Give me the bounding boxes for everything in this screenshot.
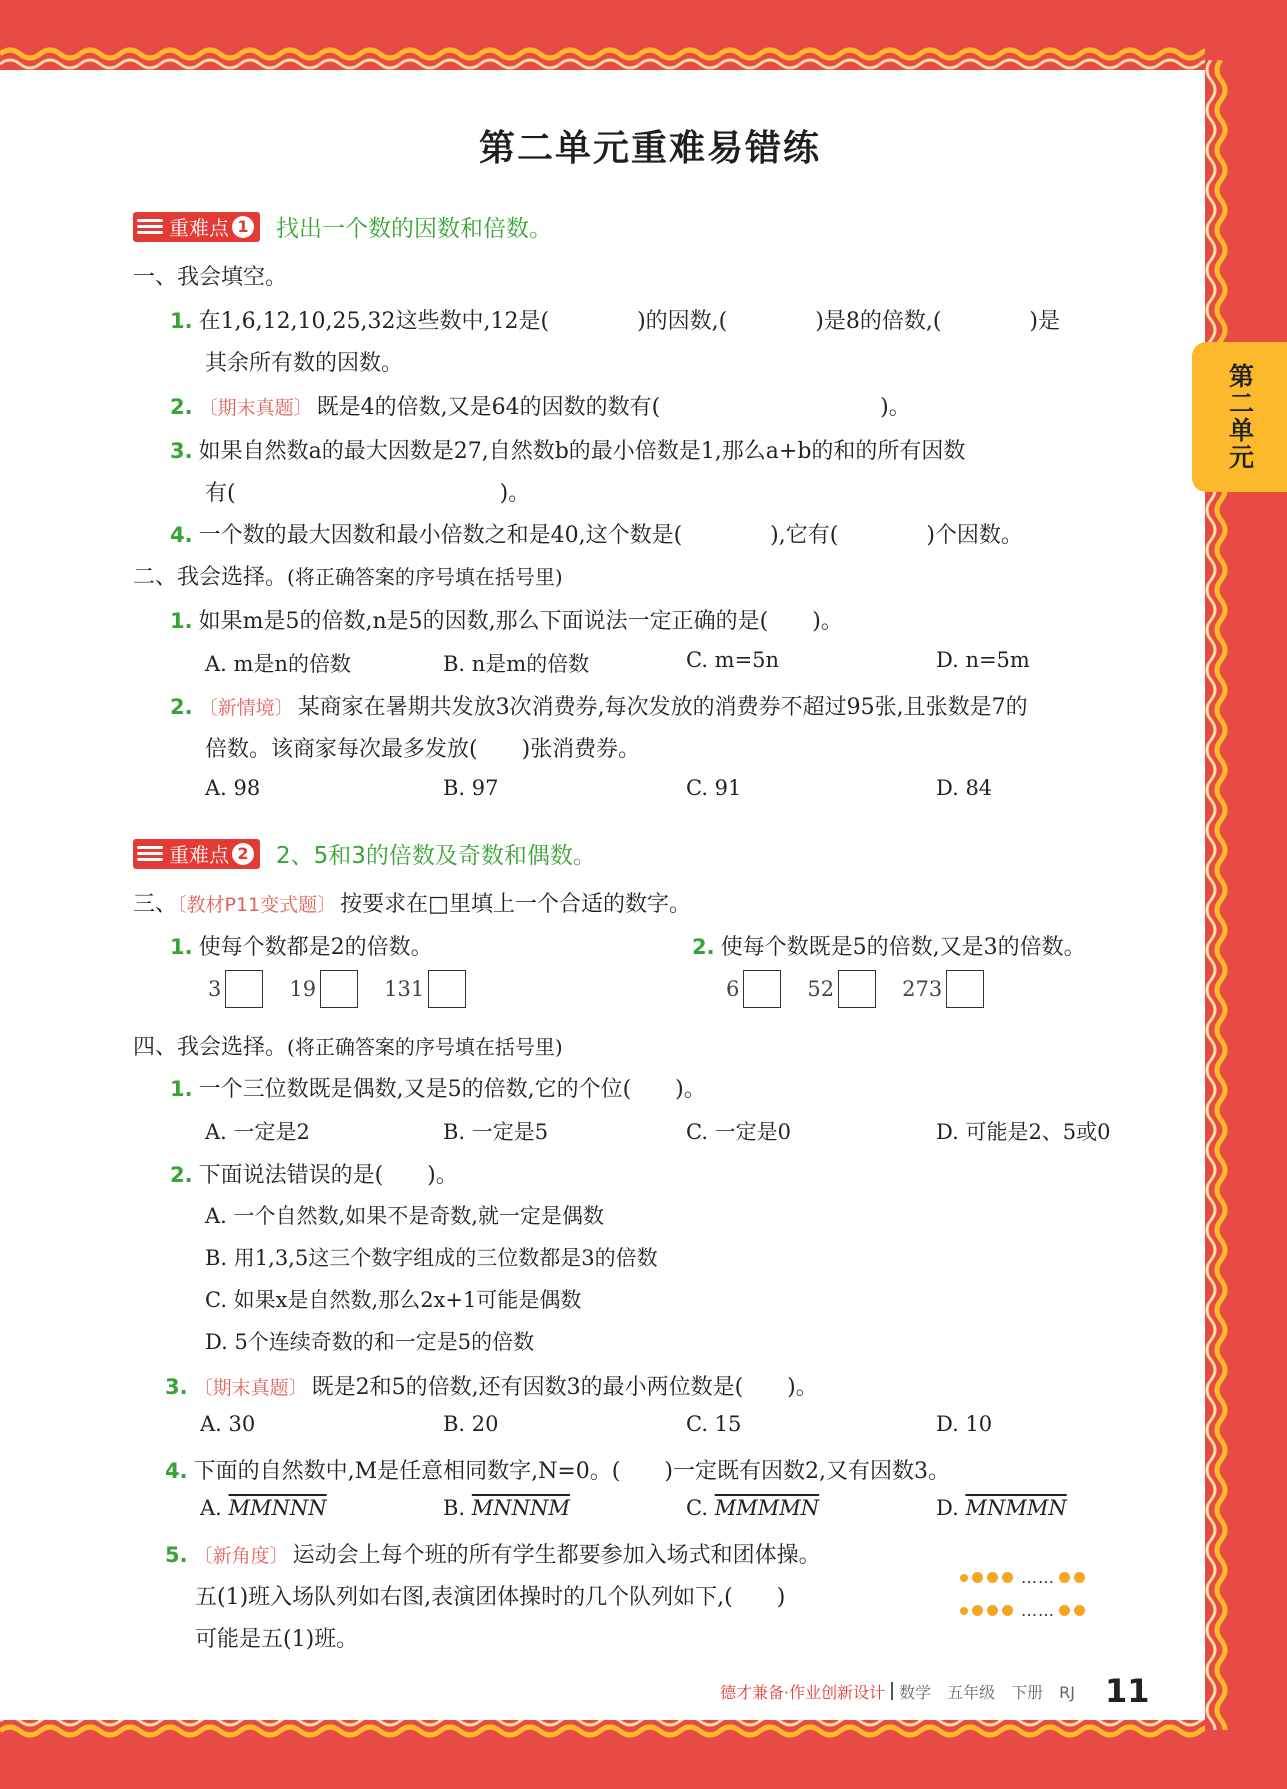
s2-q2-option-a: A. 98 (205, 776, 261, 800)
key-point-badge: 重难点 2 (133, 839, 260, 869)
s2-q1-option-d: D. n=5m (936, 648, 1030, 672)
s4-q3-option-a: A. 30 (200, 1412, 256, 1436)
digit-box[interactable] (320, 970, 358, 1008)
wave-lines-icon (137, 219, 163, 234)
s3-q1-boxes: 3 19 131 (208, 970, 492, 1008)
s2-q1-option-a: A. m是n的倍数 (205, 652, 351, 676)
s1-question-1: 1. 在1,6,12,10,25,32这些数中,12是( )的因数,( )是8的倍数,( )是 (170, 309, 1061, 334)
s4-question-2: 2. 下面说法错误的是( )。 (170, 1163, 458, 1188)
digit-box[interactable] (743, 970, 781, 1008)
section-4-header: 四、我会选择。(将正确答案的序号填在括号里) (133, 1035, 563, 1060)
page-footer (720, 1672, 1149, 1710)
s4-q4-option-d: D. MNMMN (936, 1496, 1067, 1520)
key-point-title: 找出一个数的因数和倍数。 (276, 216, 552, 242)
s2-q1-option-b: B. n是m的倍数 (443, 652, 590, 676)
s4-question-4: 4. 下面的自然数中,M是任意相同数字,N=0。( )一定既有因数2,又有因数3。 (165, 1459, 950, 1484)
page-number: 11 (1104, 1672, 1150, 1710)
page-title: 第二单元重难易错练 (478, 128, 821, 169)
formation-row: …… (960, 1568, 1089, 1587)
formation-row: …… (960, 1601, 1089, 1620)
digit-box[interactable] (225, 970, 263, 1008)
s4-question-5-cont2: 可能是五(1)班。 (195, 1627, 359, 1652)
s4-question-5-cont: 五(1)班入场队列如右图,表演团体操时的几个队列如下,( ) (195, 1585, 786, 1610)
digit-box[interactable] (946, 970, 984, 1008)
digit-box[interactable] (838, 970, 876, 1008)
right-wave-border (1195, 60, 1235, 1730)
s2-question-2-cont: 倍数。该商家每次最多发放( )张消费券。 (205, 737, 641, 762)
s4-q1-option-c: C. 一定是0 (686, 1120, 792, 1144)
s4-q1-option-a: A. 一定是2 (205, 1120, 310, 1144)
unit-side-tab[interactable] (1192, 342, 1287, 492)
key-point-badge: 重难点 1 (133, 212, 260, 242)
key-point-1 (133, 210, 552, 243)
s1-question-3: 3. 如果自然数a的最大因数是27,自然数b的最小倍数是1,那么a+b的和的所有因数 (170, 439, 966, 464)
s4-q2-option-b: B. 用1,3,5这三个数字组成的三位数都是3的倍数 (205, 1246, 658, 1270)
s4-q1-option-d: D. 可能是2、5或0 (936, 1120, 1111, 1144)
s2-q2-option-d: D. 84 (936, 776, 993, 800)
s3-q2-boxes: 6 52 273 (726, 970, 1010, 1008)
s4-q2-option-a: A. 一个自然数,如果不是奇数,就一定是偶数 (205, 1204, 604, 1228)
s4-q3-option-b: B. 20 (443, 1412, 499, 1436)
s2-question-2: 2. 〔新情境〕 某商家在暑期共发放3次消费券,每次发放的消费券不超过95张,且张数是7的 (170, 695, 1028, 720)
side-tab-label: 第二单元 (1225, 363, 1255, 471)
section-2-header: 二、我会选择。(将正确答案的序号填在括号里) (133, 565, 563, 590)
s1-question-4: 4. 一个数的最大因数和最小倍数之和是40,这个数是( ),它有( )个因数。 (170, 523, 1023, 548)
s4-question-1: 1. 一个三位数既是偶数,又是5的倍数,它的个位( )。 (170, 1077, 706, 1102)
footer-brand: 德才兼备·作业创新设计 (720, 1682, 886, 1702)
s4-question-5: 5. 〔新角度〕 运动会上每个班的所有学生都要参加入场式和团体操。 (165, 1543, 821, 1568)
key-point-2 (133, 837, 596, 870)
s4-q2-option-c: C. 如果x是自然数,那么2x+1可能是偶数 (205, 1288, 582, 1312)
s4-question-3: 3. 〔期末真题〕 既是2和5的倍数,还有因数3的最小两位数是( )。 (165, 1375, 818, 1400)
s2-q1-option-c: C. m=5n (686, 648, 780, 672)
s1-question-2: 2. 〔期末真题〕 既是4的倍数,又是64的因数的数有( )。 (170, 395, 911, 420)
footer-info: 数学 五年级 下册 RJ (899, 1682, 1075, 1702)
s3-question-2: 2. 使每个数既是5的倍数,又是3的倍数。 (692, 935, 1086, 960)
key-point-title: 2、5和3的倍数及奇数和偶数。 (276, 843, 596, 869)
s4-q2-option-d: D. 5个连续奇数的和一定是5的倍数 (205, 1330, 535, 1354)
section-3-header: 三、〔教材P11变式题〕 按要求在□里填上一个合适的数字。 (133, 892, 691, 917)
s2-question-1: 1. 如果m是5的倍数,n是5的因数,那么下面说法一定正确的是( )。 (170, 609, 843, 634)
s3-question-1: 1. 使每个数都是2的倍数。 (170, 935, 433, 960)
section-1-header: 一、我会填空。 (133, 265, 288, 290)
formation-figure (960, 1568, 1089, 1620)
s4-q3-option-c: C. 15 (686, 1412, 742, 1436)
s2-q2-option-c: C. 91 (686, 776, 742, 800)
s4-q1-option-b: B. 一定是5 (443, 1120, 549, 1144)
s2-q2-option-b: B. 97 (443, 776, 499, 800)
s4-q4-option-b: B. MNNNM (443, 1496, 570, 1520)
wave-lines-icon (137, 846, 163, 861)
s4-q4-option-a: A. MMNNN (200, 1496, 327, 1520)
s1-question-1-cont: 其余所有数的因数。 (205, 351, 404, 376)
s4-q4-option-c: C. MMMMN (686, 1496, 820, 1520)
digit-box[interactable] (428, 970, 466, 1008)
s4-q3-option-d: D. 10 (936, 1412, 993, 1436)
s1-question-3-cont: 有( )。 (205, 481, 531, 506)
